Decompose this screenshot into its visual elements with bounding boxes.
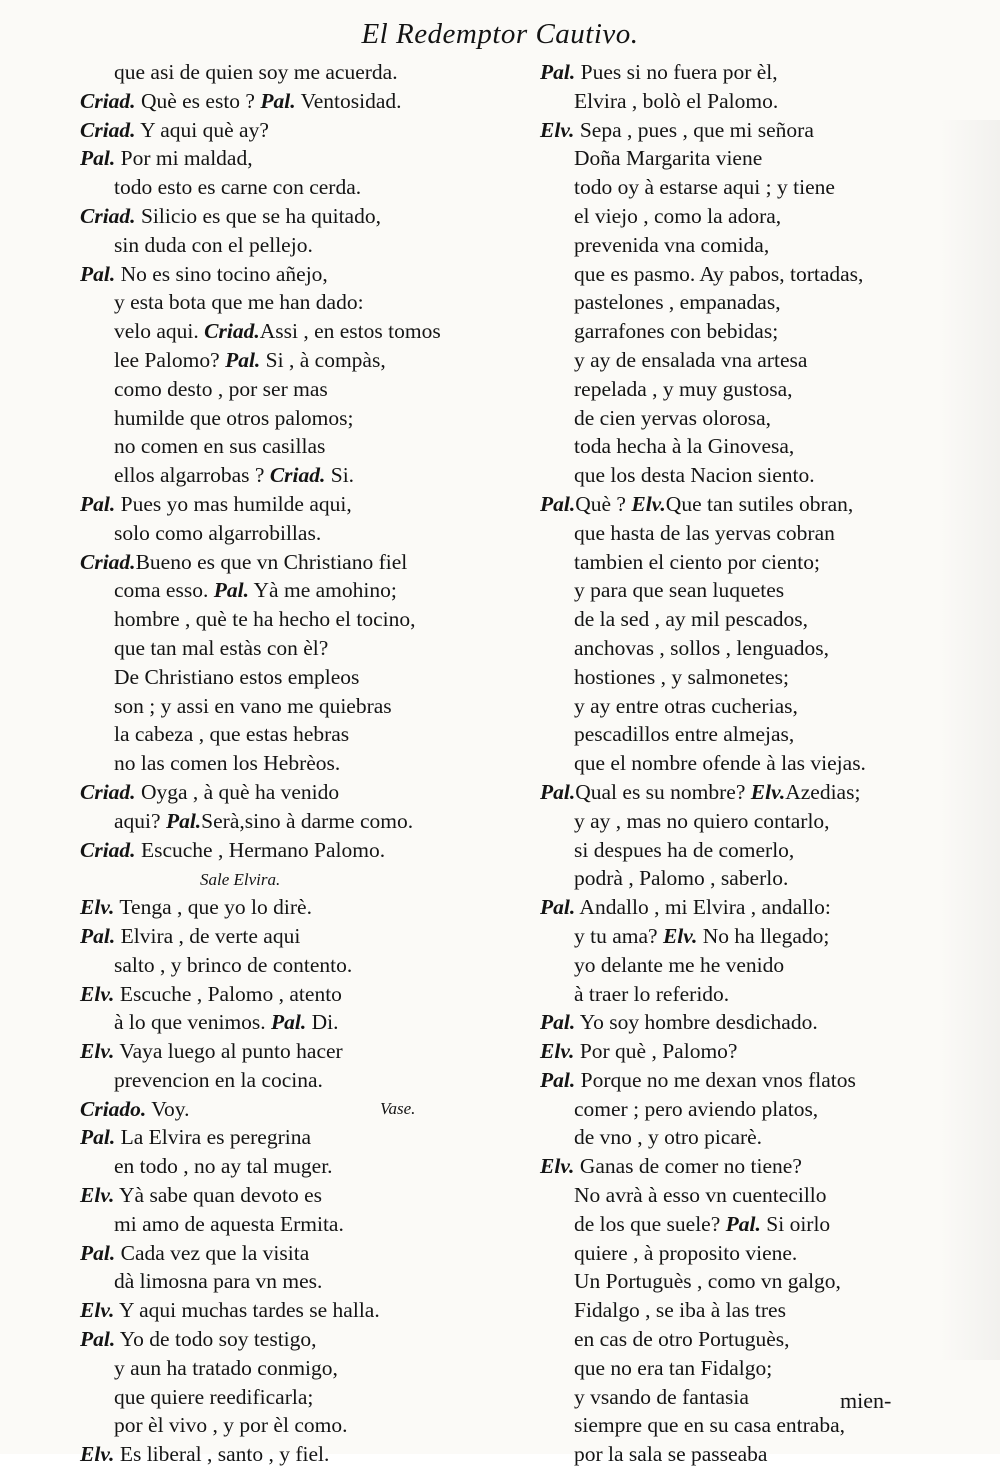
line-text: y ay de ensalada vna artesa [574,347,808,372]
line-text: Qual es su nombre? [575,779,751,804]
speaker-label: Pal. [165,808,202,833]
verse-line [80,548,535,577]
line-text: Serà,sino à darme como. [201,808,414,833]
verse-line [80,288,535,317]
line-text: el viejo , como la adora, [574,203,782,228]
line-text: Di. [306,1010,339,1035]
line-text: y tu ama? [574,923,663,948]
speaker-label: Pal. [540,60,576,84]
verse-line [540,288,980,317]
verse-line [80,1210,535,1239]
speaker-label: Pal. [80,146,116,171]
speaker-label: Criad. [204,319,260,344]
line-text: La Elvira es peregrina [115,1125,312,1150]
line-text: No es sino tocino añejo, [115,261,328,286]
verse-line [540,692,980,721]
line-text: siempre que en su casa entraba, [574,1413,846,1438]
line-text: que los desta Nacion siento. [574,463,815,488]
verse-line [80,663,535,692]
verse-line [80,1181,535,1210]
verse-line [540,634,980,663]
stage-direction: Vase. [380,1098,416,1118]
verse-line [80,346,535,375]
speaker-label: Elv. [80,1298,115,1323]
verse-line [80,116,535,145]
verse-line [80,1267,535,1296]
line-text: toda hecha à la Ginovesa, [574,434,795,459]
line-text: Bueno es que vn Christiano fiel [135,549,408,574]
line-text: Tenga , que yo lo dirè. [114,895,312,920]
verse-line [80,836,535,865]
line-text: que tan mal estàs con èl? [114,635,329,660]
speaker-label: Pal. [80,923,116,948]
verse-line [540,1383,980,1412]
line-text: y vsando de fantasia [574,1384,749,1409]
verse-line [80,1325,535,1354]
verse-line [80,519,535,548]
line-text: Què es esto ? [135,88,261,113]
line-text: y para que sean luquetes [574,578,785,603]
line-text: que el nombre ofende à las viejas. [574,751,866,776]
verse-line [540,1181,980,1210]
line-text: pastelones , empanadas, [574,290,781,315]
verse-line [80,1239,535,1268]
verse-line [540,231,980,260]
verse-line [80,1066,535,1095]
speaker-label: Elv. [540,1154,575,1179]
verse-line [540,202,980,231]
line-text: Yà sabe quan devoto es [114,1183,323,1208]
line-text: garrafones con bebidas; [574,319,779,344]
line-text: todo esto es carne con cerda. [114,175,362,200]
verse-line [80,576,535,605]
line-text: prevenida vna comida, [574,232,770,257]
line-text: no las comen los Hebrèos. [114,751,341,776]
verse-line [80,1383,535,1412]
line-text: velo aqui. [114,319,205,344]
line-text: que asi de quien soy me acuerda. [114,60,398,84]
line-text: pescadillos entre almejas, [574,722,795,747]
line-text: Vaya luego al punto hacer [114,1039,343,1064]
verse-line [80,893,535,922]
line-text: comer ; pero aviendo platos, [574,1096,819,1121]
speaker-label: Pal. [540,779,576,804]
line-text: No avrà à esso vn cuentecillo [574,1183,827,1208]
line-text: dà limosna para vn mes. [114,1269,323,1294]
line-text: quiere , à proposito viene. [574,1240,798,1265]
speaker-label: Pal. [213,578,249,603]
line-text: humilde que otros palomos; [114,405,354,430]
verse-line [540,864,980,893]
verse-line [540,1239,980,1268]
speaker-label: Elv. [80,981,115,1006]
line-text: hombre , què te ha hecho el tocino, [114,607,416,632]
line-text: coma esso. [114,578,214,603]
line-text: en cas de otro Portuguès, [574,1327,790,1352]
line-text: Escuche , Hermano Palomo. [135,837,386,862]
verse-line [540,720,980,749]
speaker-label: Criad. [80,117,136,142]
verse-line [80,922,535,951]
line-text: que no era tan Fidalgo; [574,1355,773,1380]
line-text: que es pasmo. Ay pabos, tortadas, [574,261,864,286]
verse-line [540,1354,980,1383]
verse-line [540,1440,980,1469]
verse-line [80,605,535,634]
verse-line [80,864,535,893]
line-text: de los que suele? [574,1211,726,1236]
speaker-label: Pal. [540,895,576,920]
verse-line [540,980,980,1009]
speaker-label: Elv. [80,895,115,920]
verse-line [540,1123,980,1152]
line-text: Fidalgo , se iba à las tres [574,1298,786,1323]
verse-line [540,519,980,548]
verse-line [80,1037,535,1066]
line-text: à lo que venimos. [114,1010,272,1035]
verse-line [540,548,980,577]
line-text: Pues yo mas humilde aqui, [115,491,352,516]
speaker-label: Pal. [80,491,116,516]
verse-line [540,1037,980,1066]
verse-line [80,202,535,231]
line-text: sin duda con el pellejo. [114,232,313,257]
verse-line [80,144,535,173]
line-text: Yo de todo soy testigo, [115,1327,317,1352]
verse-line [540,173,980,202]
verse-line [80,375,535,404]
line-text: Pues si no fuera por èl, [575,60,778,84]
verse-line [80,317,535,346]
line-text: podrà , Palomo , saberlo. [574,866,789,891]
line-text: y ay entre otras cucherias, [574,693,798,718]
line-text: si despues ha de comerlo, [574,837,795,862]
verse-line [80,432,535,461]
verse-line [80,1411,535,1440]
line-text: Porque no me dexan vnos flatos [575,1067,856,1092]
verse-line [540,576,980,605]
line-text: repelada , y muy gustosa, [574,376,793,401]
line-text: Escuche , Palomo , atento [114,981,342,1006]
speaker-label: Criad. [80,549,136,574]
verse-line [80,1095,535,1124]
line-text: aqui? [114,808,166,833]
verse-line [80,692,535,721]
verse-line [540,663,980,692]
line-text: de cien yervas olorosa, [574,405,772,430]
verse-line [80,58,535,87]
line-text: por èl vivo , y por èl como. [114,1413,348,1438]
speaker-label: Elv. [80,1183,115,1208]
speaker-label: Elv. [80,1442,115,1467]
speaker-label: Criad. [80,779,136,804]
line-text: Si , à compàs, [260,347,386,372]
verse-line [540,58,980,87]
line-text: como desto , por ser mas [114,376,328,401]
line-text: Y aqui què ay? [135,117,269,142]
line-text: Si. [325,463,355,488]
line-text: à traer lo referido. [574,981,730,1006]
line-text: en todo , no ay tal muger. [114,1154,333,1179]
line-text: tambien el ciento por ciento; [574,549,820,574]
verse-line [80,404,535,433]
speaker-label: Pal. [271,1010,307,1035]
speaker-label: Pal. [80,1327,116,1352]
line-text: y ay , mas no quiero contarlo, [574,808,830,833]
speaker-label: Pal. [80,1125,116,1150]
line-text: Por mi maldad, [115,146,253,171]
verse-line [540,836,980,865]
line-text: que quiere reedificarla; [114,1384,314,1409]
speaker-label: Criad. [269,463,326,488]
verse-line [80,173,535,202]
verse-line [540,605,980,634]
line-text: Elvira , de verte aqui [115,923,301,948]
verse-line [80,634,535,663]
line-text: Si oirlo [760,1211,831,1236]
line-text: Cada vez que la visita [115,1240,310,1265]
verse-line [80,461,535,490]
line-text: prevencion en la cocina. [114,1067,323,1092]
verse-line [540,490,980,519]
catchword: mien- [840,1388,892,1413]
verse-line [80,87,535,116]
verse-line [540,1008,980,1037]
speaker-label: Elv. [540,117,575,142]
line-text: Y aqui muchas tardes se halla. [114,1298,380,1323]
left-column [80,58,535,1469]
verse-line [540,951,980,980]
verse-line [80,1296,535,1325]
verse-line [80,260,535,289]
line-text: No ha llegado; [697,923,830,948]
verse-line [540,749,980,778]
verse-line [540,1267,980,1296]
line-text: todo oy à estarse aqui ; y tiene [574,175,835,200]
line-text: Es liberal , santo , y fiel. [114,1442,330,1467]
line-text: Silicio es que se ha quitado, [135,203,381,228]
verse-line [540,461,980,490]
line-text: salto , y brinco de contento. [114,952,353,977]
verse-line [540,1152,980,1181]
verse-line [540,1210,980,1239]
speaker-label: Pal. [540,1067,576,1092]
verse-line [540,1325,980,1354]
speaker-label: Elv. [750,779,786,804]
line-text: yo delante me he venido [574,952,785,977]
line-text: Yo soy hombre desdichado. [575,1010,818,1035]
verse-line [540,432,980,461]
verse-line [540,922,980,951]
verse-line [540,87,980,116]
verse-line [80,1440,535,1469]
verse-line [540,317,980,346]
line-text: Doña Margarita viene [574,146,763,171]
line-text: mi amo de aquesta Ermita. [114,1211,344,1236]
line-text: solo como algarrobillas. [114,520,322,545]
verse-line [540,116,980,145]
verse-line [80,807,535,836]
right-column [540,58,980,1469]
verse-line [540,1296,980,1325]
verse-line [80,1152,535,1181]
speaker-label: Pal. [725,1211,761,1236]
verse-line [540,893,980,922]
speaker-label: Criad. [80,88,136,113]
stage-direction: Sale Elvira. [200,870,281,890]
line-text: y aun ha tratado conmigo, [114,1355,338,1380]
speaker-label: Pal. [260,88,296,113]
speaker-label: Pal. [80,261,116,286]
speaker-label: Elv. [662,923,698,948]
line-text: lee Palomo? [114,347,226,372]
running-header: El Redemptor Cautivo. [361,18,639,50]
line-text: Què ? [575,491,632,516]
verse-line [540,346,980,375]
line-text: hostiones , y salmonetes; [574,664,789,689]
line-text: de vno , y otro picarè. [574,1125,763,1150]
line-text: por la sala se passeaba [574,1442,768,1467]
speaker-label: Pal. [80,1240,116,1265]
speaker-label: Elv. [540,1039,575,1064]
verse-line [540,807,980,836]
line-text: Un Portuguès , como vn galgo, [574,1269,841,1294]
verse-line [540,1095,980,1124]
line-text: Que tan sutiles obran, [665,491,854,516]
verse-line [540,260,980,289]
verse-line [540,404,980,433]
line-text: son ; y assi en vano me quiebras [114,693,392,718]
verse-line [80,980,535,1009]
line-text: anchovas , sollos , lenguados, [574,635,829,660]
verse-line [540,144,980,173]
line-text: Ganas de comer no tiene? [574,1154,802,1179]
line-text: y esta bota que me han dado: [114,290,364,315]
verse-line [80,749,535,778]
verse-line [80,720,535,749]
line-text: de la sed , ay mil pescados, [574,607,809,632]
verse-line [80,1354,535,1383]
line-text: Ventosidad. [295,88,402,113]
line-text: no comen en sus casillas [114,434,326,459]
verse-line [80,1008,535,1037]
line-text: Oyga , à què ha venido [135,779,340,804]
line-text: la cabeza , que estas hebras [114,722,350,747]
speaker-label: Criad. [80,837,136,862]
line-text: De Christiano estos empleos [114,664,360,689]
speaker-label: Criado. [80,1096,147,1121]
verse-line [80,951,535,980]
line-text: Yà me amohino; [248,578,397,603]
speaker-label: Pal. [225,347,261,372]
line-text: Elvira , bolò el Palomo. [574,88,779,113]
speaker-label: Elv. [80,1039,115,1064]
verse-line [80,231,535,260]
line-text: Azedias; [785,779,861,804]
speaker-label: Criad. [80,203,136,228]
line-text: Assi , en estos tomos [259,319,441,344]
line-text: Andallo , mi Elvira , andallo: [575,895,831,920]
speaker-label: Pal. [540,1010,576,1035]
speaker-label: Pal. [540,491,576,516]
line-text: que hasta de las yervas cobran [574,520,835,545]
verse-line [540,1066,980,1095]
verse-line [540,375,980,404]
verse-line [80,778,535,807]
line-text: Por què , Palomo? [574,1039,738,1064]
verse-line [540,1411,980,1440]
verse-line [80,490,535,519]
speaker-label: Elv. [631,491,666,516]
line-text: Sepa , pues , que mi señora [574,117,814,142]
line-text: ellos algarrobas ? [114,463,270,488]
verse-line [540,778,980,807]
line-text: Voy. [146,1096,190,1121]
verse-line [80,1123,535,1152]
